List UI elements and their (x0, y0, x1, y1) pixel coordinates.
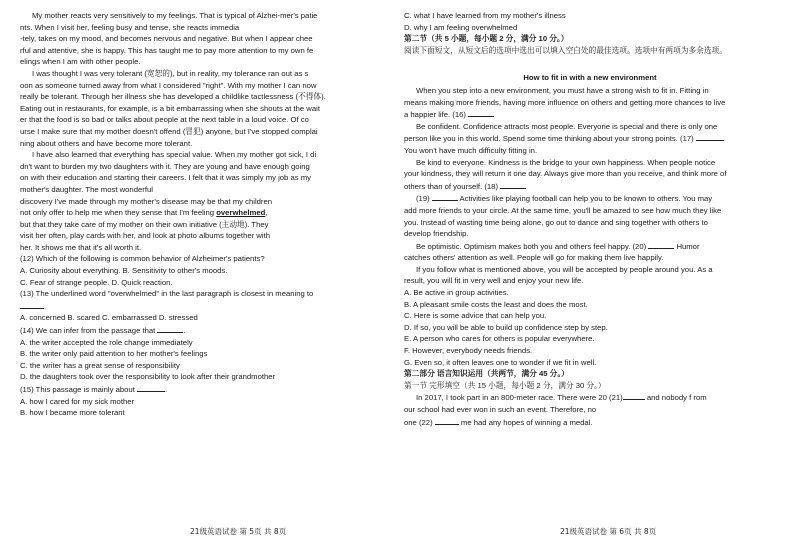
text-line: our school had ever won in such an event. Therefore, no (404, 405, 597, 414)
section-heading: 第二节（共 5 小题，每小题 2 分，满分 10 分。） (404, 34, 569, 44)
answer-option: C. what I have learned from my mother's illness (404, 11, 566, 20)
cloze-paragraph (404, 391, 776, 428)
article-paragraph-1 (404, 85, 776, 121)
section-instructions: 阅读下面短文，从短文后的选项中选出可以填入空白处的最佳选项。选项中有两项为多余选项。 (404, 45, 727, 55)
answer-blank (696, 132, 724, 141)
answer-blank (648, 240, 674, 249)
text-line: oon as someone turned away from what I considered "right". With my mother I can now (20, 80, 317, 90)
option-d: D. If so, you will be able to build up confidence step by step. (404, 322, 608, 332)
text-line: I have also learned that everything has special value. When my mother got sick, I di (32, 150, 317, 160)
answer-options: A. Curiosity about everything. B. Sensitivity to other's moods. (20, 266, 228, 276)
passage-paragraph-3 (20, 149, 392, 253)
passage-paragraph-2 (20, 68, 392, 149)
answer-blank-line: . (20, 300, 392, 313)
article-paragraph-3 (404, 157, 776, 193)
text-line: her. It shows me that it's all worth it. (20, 242, 142, 252)
text-line (404, 391, 776, 404)
answer-blank (500, 180, 526, 189)
text-line: Be confident. Confidence attracts most people. Everyone is special and there is only one (416, 121, 718, 131)
text-line: elings when I am with other people. (20, 57, 141, 67)
text-line: Eating out in restaurants, for example, is a bit embarrassing when she shouts at the wait (20, 103, 320, 113)
text-line: I was thought I was very tolerant (宽恕的), but in reality, my tolerance ran out as s (32, 68, 309, 78)
text-line: You won't have much difficulty fitting in. (404, 145, 538, 155)
page-footer-right: 21级英语试卷 第 6页 共 8页 (560, 527, 657, 536)
answer-blank (432, 192, 458, 201)
question-stem: (12) Which of the following is common behavior of Alzheimer's patients? (20, 254, 265, 264)
text-line: really be tolerant. Through her illness she has developed a childlike tactlessness (不得体). (20, 92, 326, 102)
answer-blank (20, 300, 44, 309)
left-column (20, 10, 392, 419)
option-e: E. A person who cares for others is popular everywhere. (404, 334, 595, 344)
text-span: person like you in this world. Spend some time thinking about your strong points. (17) (404, 134, 694, 144)
text-span: In 2017, I took part in an 800-meter race. There were 20 (21) (416, 393, 623, 403)
answer-option: D. why I am feeling overwhelmed (404, 22, 518, 32)
question-stem: (14) We can infer from the passage that . (20, 326, 186, 336)
answer-options: C. Fear of strange people. D. Quick reaction. (20, 277, 173, 287)
article-paragraph-6 (404, 264, 776, 287)
option-list (404, 287, 776, 368)
text-line: visit her often, play cards with her, and look at photo albums together with (20, 231, 270, 241)
underlined-word: overwhelmed (216, 208, 266, 218)
answer-blank (137, 383, 165, 392)
text-line (404, 132, 776, 145)
text-span: (19) (416, 194, 430, 204)
article-paragraph-2 (404, 121, 776, 157)
answer-option: B. the writer only paid attention to her mother's feelings (20, 349, 208, 359)
answer-blank (468, 108, 494, 117)
text-line: you. Instead of wasting time being alone, go out to dance and sing together with others to (404, 217, 708, 227)
article-paragraph-5 (404, 240, 776, 264)
text-line: add more friends to your circle. At the same time, you'll be amazed to see how much they like (404, 205, 722, 215)
text-line (20, 207, 392, 219)
passage-paragraph-1 (20, 10, 392, 68)
option-c: C. Here is some advice that can help you. (404, 311, 547, 321)
text-span: Humor (676, 241, 700, 251)
text-line: on with their education and starting their careers. I felt that it was simply my job as my (20, 173, 311, 183)
subsection-heading: 第一节 完形填空（共 15 小题，每小题 2 分，满分 30 分。） (404, 380, 606, 390)
text-line: means making more friends, having more influence on others and getting more chances to live (404, 97, 726, 107)
answer-option: B. how I became more tolerant (20, 408, 125, 418)
answer-blank (435, 416, 459, 425)
answer-option: C. the writer has a great sense of responsibility (20, 360, 180, 370)
text-line (404, 240, 776, 253)
text-line: er that the food is so bad or talks about people at the next table in a loud voice. Of co (20, 115, 309, 125)
text-line (404, 192, 776, 205)
text-line: When you step into a new environment, you must have a strong wish to fit in. Fitting in (416, 85, 709, 95)
right-column (404, 10, 776, 428)
option-a: A. Be active in group activities. (404, 288, 509, 298)
text-span: Be optimistic. Optimism makes both you and others feel happy. (20) (416, 241, 647, 251)
text-line: nts. When I visit her, feeling busy and tense, she reacts immedia (20, 22, 240, 32)
text-span: and nobody f rom (646, 393, 707, 403)
question-stem: (13) The underlined word "overwhelmed" in the last paragraph is closest in meaning to (20, 289, 314, 299)
part-heading: 第二部分 语言知识运用（共两节，满分 45 分。） (404, 369, 569, 379)
text-span: a happier life. (16) (404, 110, 466, 120)
text-line: catches others' attention as well. People will go for making them live happily. (404, 253, 664, 263)
option-b: B. A pleasant smile costs the least and does the most. (404, 299, 588, 309)
question-13 (20, 288, 392, 324)
text-line: your kindness, they will return it one day. Always give more than you receive, and think more of (404, 169, 727, 179)
text-span: others than of yourself. (18) (404, 181, 499, 191)
text-span: not only offer to help me when they sense that I'm feeling (20, 208, 217, 218)
answer-option: D. the daughters took over the responsibility to look after their grandmother (20, 372, 276, 382)
text-line: mother's daughter. The most wonderful (20, 184, 153, 194)
question-stem: (15) This passage is mainly about . (20, 385, 168, 394)
question-12 (20, 253, 392, 288)
option-f: F. However, everybody needs friends. (404, 346, 533, 356)
text-line: ning about others and have become more tolerant. (20, 138, 193, 148)
option-g: G. Even so, it often leaves one to wonder if we fit in well. (404, 357, 597, 367)
text-line: result, you will fit in very well and enjoy your new life. (404, 276, 584, 286)
text-line: but that they take care of my mother on their own initiative (主动地). They (20, 219, 269, 229)
text-span: one (22) (404, 417, 433, 427)
text-span: me had any hopes of winning a medal. (460, 417, 593, 427)
page-footer-left: 21级英语试卷 第 5页 共 8页 (190, 527, 287, 536)
text-line (404, 180, 776, 193)
text-line: develop friendship. (404, 229, 469, 239)
text-span: Activities like playing football can help you to be known to others. You may (459, 194, 713, 204)
text-line: discovery I've made through my mother's disease may be that my children (20, 196, 273, 206)
answer-options: A. concerned B. scared C. embarrassed D. stressed (20, 313, 198, 323)
answer-blank (623, 391, 645, 400)
text-line: urse I make sure that my mother doesn't offend (冒犯) anyone, but I've stopped complai (20, 126, 318, 136)
question-15 (20, 383, 392, 419)
article-title: How to fit in with a new environment (523, 73, 657, 83)
answer-option: A. the writer accepted the role change immediately (20, 337, 193, 347)
text-line: rful and attentive, she is happy. This has taught me to pay more attention to my own fe (20, 45, 314, 55)
text-line: -tely, takes on my mood, and becomes nervous and negative. But when I appear chee (20, 34, 313, 44)
answer-option: A. how I cared for my sick mother (20, 396, 135, 406)
text-line: My mother reacts very sensitively to my feelings. That is typical of Alzhei-mer's patie (32, 11, 318, 20)
article-paragraph-4 (404, 192, 776, 239)
text-line: Be kind to everyone. Kindness is the bridge to your own happiness. When people notice (416, 157, 716, 167)
text-line: dn't want to burden my two daughters with it. They are young and have enough going (20, 161, 310, 171)
text-span: , (265, 208, 268, 218)
answer-blank (157, 324, 183, 333)
text-line (404, 416, 776, 429)
question-14 (20, 324, 392, 383)
text-line: If you follow what is mentioned above, you will be accepted by people around you. As a (416, 264, 713, 274)
text-line (404, 108, 776, 121)
text-span: (15) This passage is mainly about (20, 385, 135, 394)
text-span: (14) We can infer from the passage that (20, 326, 156, 336)
